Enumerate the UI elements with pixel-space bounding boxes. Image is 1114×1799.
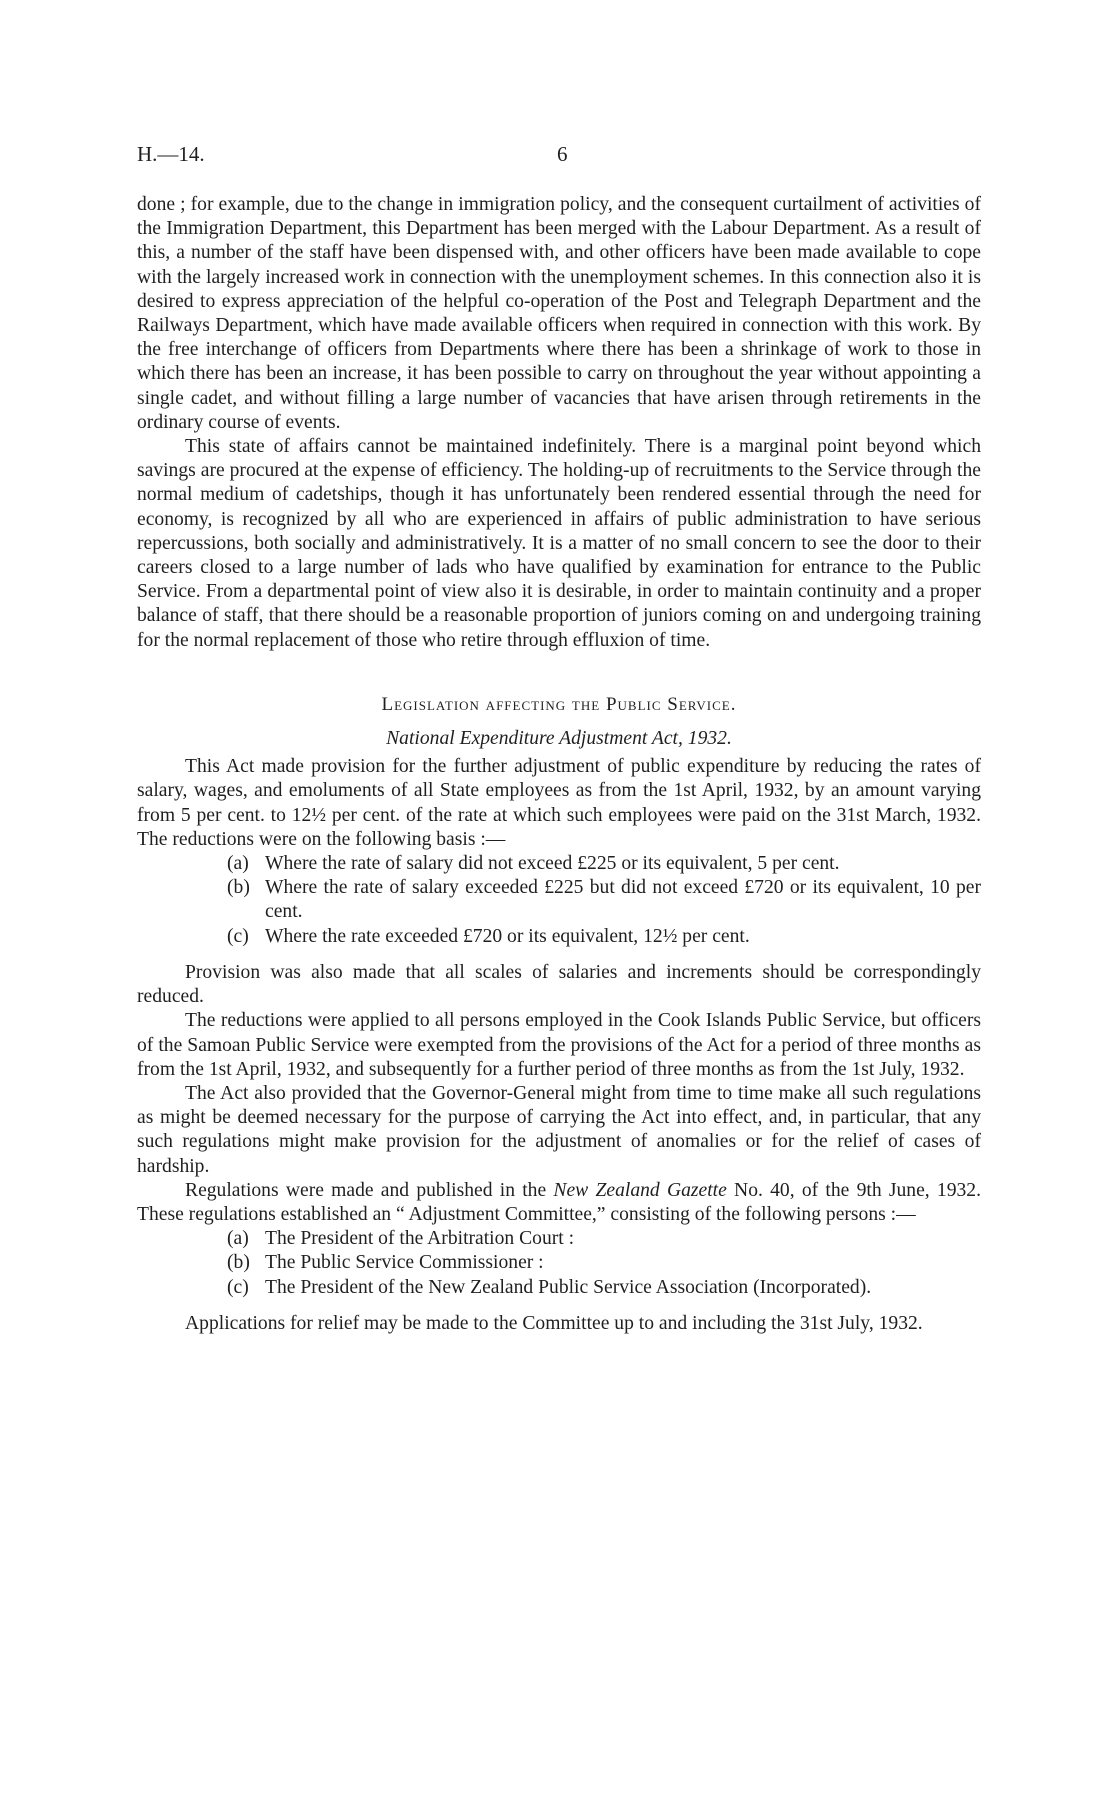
section-heading: Legislation affecting the Public Service. bbox=[381, 693, 737, 715]
page-number: 6 bbox=[557, 142, 568, 166]
list-marker: (b) bbox=[227, 877, 250, 899]
paragraph-regulations-power: The Act also provided that the Governor-General might from time to time make all such regulations as might be deemed necessary for the purpose of carrying the Act into effect, and, in particular, that any such regulations might make provision for the adjustment of anomalies or for the relief of cases of hardship. bbox=[137, 1082, 981, 1177]
list-marker: (a) bbox=[227, 1228, 249, 1250]
gazette-text-after: No. 40, of the 9th June, 1932. These regulations established an “ Adjustment Committee,” consisting of the following persons :— bbox=[137, 1179, 981, 1225]
list-marker: (b) bbox=[227, 1252, 250, 1274]
paragraph-staffing: This state of affairs cannot be maintained indefinitely. There is a marginal point beyond which savings are procured at the expense of efficiency. The holding-up of recruitments to the Service through the normal medium of cadetships, though it has unfortunately been rendered essential through the need for economy, is recognized by all who are experienced in affairs of public administration to have serious repercussions, both socially and administratively. It is a matter of no small concern to see the door to their careers closed to a large number of lads who have qualified by examination for entrance to the Public Service. From a departmental point of view also it is desirable, in order to maintain continuity and a proper balance of staff, that there should be a reasonable proportion of juniors coming on and undergoing training for the normal replacement of those who retire through effluxion of time. bbox=[137, 436, 981, 651]
list-marker: (c) bbox=[227, 1276, 249, 1298]
list-text: Where the rate exceeded £720 or its equivalent, 12½ per cent. bbox=[265, 925, 750, 947]
list-item bbox=[137, 1276, 981, 1300]
paragraph-cook-islands: The reductions were applied to all persons employed in the Cook Islands Public Service, but officers of the Samoan Public Service were exempted from the provisions of the Act for a period of three months as from the 1st April, 1932, and subsequently for a further period of three months as from the 1st July, 1932. bbox=[137, 1010, 981, 1080]
paragraph-scales: Provision was also made that all scales of salaries and increments should be correspondingly reduced. bbox=[137, 961, 981, 1008]
document-reference: H.—14. bbox=[137, 142, 205, 166]
sub-heading: National Expenditure Adjustment Act, 1932. bbox=[386, 728, 732, 750]
page-header bbox=[137, 142, 977, 168]
list-item bbox=[137, 852, 981, 876]
gazette-title: New Zealand Gazette bbox=[553, 1179, 727, 1201]
list-marker: (a) bbox=[227, 853, 249, 875]
document-body bbox=[137, 193, 981, 1336]
list-text: The President of the New Zealand Public Service Association (Incorporated). bbox=[265, 1276, 872, 1298]
list-item bbox=[137, 876, 981, 924]
paragraph-gazette bbox=[137, 1179, 981, 1227]
paragraph-act-provision: This Act made provision for the further adjustment of public expenditure by reducing the rates of salary, wages, and emoluments of all State employees as from the 1st April, 1932, by an amount varying from 5 per cent. to 12½ per cent. of the rate at which such employees were paid on the 31st March, 1932. The reductions were on the following basis :— bbox=[137, 756, 981, 850]
list-text: The Public Service Commissioner : bbox=[265, 1252, 544, 1274]
list-marker: (c) bbox=[227, 925, 249, 947]
committee-list bbox=[137, 1227, 981, 1300]
paragraph-applications: Applications for relief may be made to the Committee up to and including the 31st July, 1932. bbox=[185, 1312, 923, 1334]
list-text: The President of the Arbitration Court : bbox=[265, 1228, 575, 1250]
paragraph-continuation: done ; for example, due to the change in immigration policy, and the consequent curtailment of activities of the Immigration Department, this Department has been merged with the Labour Department. As a result of this, a number of the staff have been dispensed with, and other officers have been made available to cope with the largely increased work in connection with the unemployment schemes. In this connection also it is desired to express appreciation of the helpful co-operation of the Post and Telegraph Department and the Railways Department, which have made available officers when required in connection with this work. By the free interchange of officers from Departments where there has been a shrinkage of work to those in which there has been an increase, it has been possible to carry on throughout the year without appointing a single cadet, and without filling a large number of vacancies that have arisen through retirements in the ordinary course of events. bbox=[137, 194, 981, 433]
reduction-list bbox=[137, 852, 981, 949]
list-text: Where the rate of salary did not exceed £225 or its equivalent, 5 per cent. bbox=[265, 853, 840, 875]
list-item bbox=[137, 925, 981, 949]
list-item bbox=[137, 1227, 981, 1251]
list-text: Where the rate of salary exceeded £225 but did not exceed £720 or its equivalent, 10 per cent. bbox=[265, 877, 981, 923]
gazette-text-before: Regulations were made and published in the bbox=[185, 1179, 554, 1201]
list-item bbox=[137, 1251, 981, 1275]
